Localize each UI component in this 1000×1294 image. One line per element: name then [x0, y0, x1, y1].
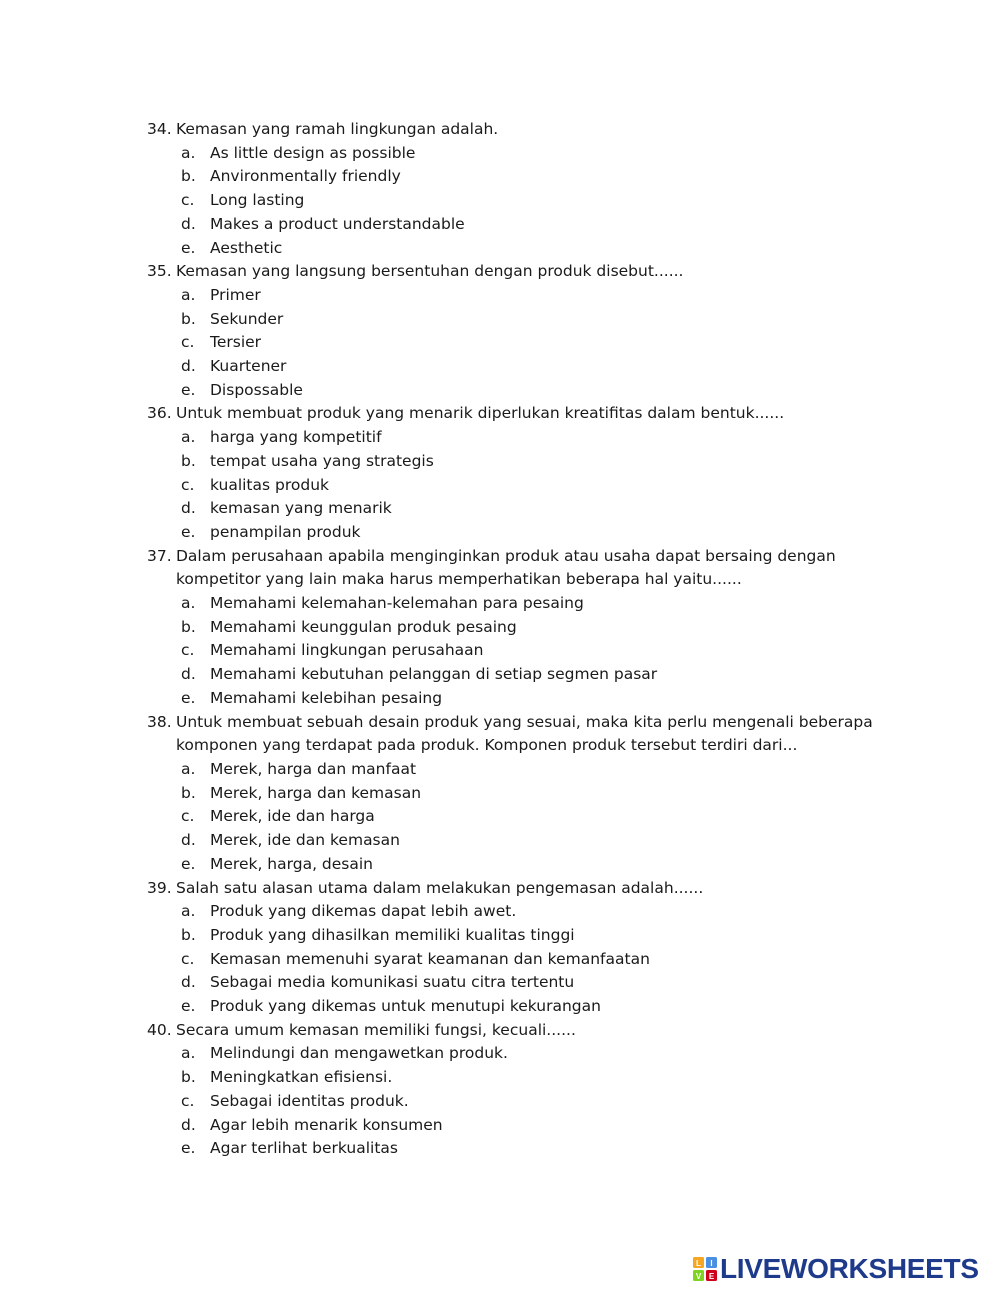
- option-letter: a.: [181, 902, 196, 921]
- option-letter: a.: [181, 143, 196, 162]
- question-line: [0, 260, 886, 284]
- liveworksheets-branding: [693, 1254, 979, 1284]
- option-text: Aesthetic: [210, 238, 283, 257]
- option-letter: c.: [181, 333, 195, 352]
- option-text: Agar lebih menarik konsumen: [210, 1115, 443, 1134]
- answer-option: [0, 687, 1000, 711]
- option-text: Anvironmentally friendly: [210, 167, 401, 186]
- answer-option: [0, 308, 1000, 332]
- option-letter: c.: [181, 1091, 195, 1110]
- answer-option: [0, 1114, 1000, 1138]
- option-text: Memahami kelemahan-kelemahan para pesaing: [210, 594, 584, 613]
- answer-option: [0, 829, 1000, 853]
- answer-option: [0, 379, 1000, 403]
- option-text: Agar terlihat berkualitas: [210, 1139, 398, 1158]
- question-34: [0, 118, 1000, 260]
- option-text: Sekunder: [210, 309, 284, 328]
- answer-option: [0, 592, 1000, 616]
- logo-letter-l: L: [696, 1258, 701, 1268]
- logo-letter-i: I: [710, 1258, 713, 1268]
- option-letter: d.: [181, 214, 196, 233]
- answer-option: [0, 474, 1000, 498]
- option-letter: e.: [181, 238, 196, 257]
- option-letter: d.: [181, 499, 196, 518]
- option-letter: c.: [181, 949, 195, 968]
- option-letter: d.: [181, 973, 196, 992]
- question-number: 35.: [147, 262, 172, 281]
- option-text: kualitas produk: [210, 475, 330, 494]
- option-text: Makes a product understandable: [210, 214, 465, 233]
- option-text: Memahami keunggulan produk pesaing: [210, 617, 517, 636]
- option-text: Merek, ide dan kemasan: [210, 831, 400, 850]
- question-text: Secara umum kemasan memiliki fungsi, kecuali......: [176, 1020, 576, 1039]
- question-text: Kemasan yang ramah lingkungan adalah.: [176, 120, 499, 138]
- answer-option: [0, 924, 1000, 948]
- answer-option: [0, 853, 1000, 877]
- option-text: Meningkatkan efisiensi.: [210, 1068, 393, 1087]
- question-number: 38.: [147, 712, 172, 731]
- option-text: Merek, harga dan kemasan: [210, 783, 422, 802]
- answer-option: [0, 948, 1000, 972]
- option-text: Merek, ide dan harga: [210, 807, 375, 826]
- question-line: [0, 402, 886, 426]
- option-letter: d.: [181, 665, 196, 684]
- option-letter: b.: [181, 167, 196, 186]
- option-letter: a.: [181, 285, 196, 304]
- option-letter: e.: [181, 997, 196, 1016]
- question-text: Salah satu alasan utama dalam melakukan pengemasan adalah......: [176, 878, 704, 897]
- answer-option: [0, 758, 1000, 782]
- option-text: Merek, harga dan manfaat: [210, 759, 417, 778]
- option-letter: d.: [181, 1115, 196, 1134]
- logo-letter-e: E: [708, 1271, 715, 1281]
- question-40: [0, 1019, 1000, 1161]
- answer-option: [0, 639, 1000, 663]
- question-35: [0, 260, 1000, 402]
- option-text: Long lasting: [210, 191, 305, 210]
- answer-option: [0, 900, 1000, 924]
- answer-option: [0, 1090, 1000, 1114]
- answer-option: [0, 213, 1000, 237]
- option-letter: a.: [181, 1044, 196, 1063]
- option-text: tempat usaha yang strategis: [210, 451, 434, 470]
- answer-option: [0, 616, 1000, 640]
- question-text: Untuk membuat sebuah desain produk yang sesuai, maka kita perlu mengenali beberapa komponen yang terdapat pada produk. Komponen produk tersebut terdiri dari...: [176, 712, 873, 755]
- option-letter: a.: [181, 759, 196, 778]
- option-text: Kemasan memenuhi syarat keamanan dan kemanfaatan: [210, 949, 650, 968]
- option-text: Memahami lingkungan perusahaan: [210, 641, 484, 660]
- question-text: Dalam perusahaan apabila menginginkan produk atau usaha dapat bersaing dengan kompetitor yang lain maka harus memperhatikan beberapa hal yaitu......: [176, 546, 836, 589]
- option-letter: b.: [181, 783, 196, 802]
- option-letter: e.: [181, 688, 196, 707]
- option-letter: b.: [181, 925, 196, 944]
- option-letter: d.: [181, 831, 196, 850]
- option-text: Primer: [210, 285, 261, 304]
- option-text: Sebagai identitas produk.: [210, 1091, 409, 1110]
- option-letter: c.: [181, 641, 195, 660]
- question-36: [0, 402, 1000, 544]
- option-letter: c.: [181, 475, 195, 494]
- liveworksheets-logo-icon: [693, 1257, 717, 1281]
- answer-option: [0, 189, 1000, 213]
- answer-option: [0, 331, 1000, 355]
- option-text: harga yang kompetitif: [210, 428, 382, 447]
- option-text: Sebagai media komunikasi suatu citra tertentu: [210, 973, 575, 992]
- option-text: Melindungi dan mengawetkan produk.: [210, 1044, 508, 1063]
- option-letter: d.: [181, 357, 196, 376]
- option-letter: a.: [181, 428, 196, 447]
- question-text: Untuk membuat produk yang menarik diperlukan kreatifitas dalam bentuk......: [176, 404, 785, 423]
- option-letter: b.: [181, 1068, 196, 1087]
- option-text: As little design as possible: [210, 143, 416, 162]
- question-line: [0, 1019, 886, 1043]
- answer-option: [0, 663, 1000, 687]
- answer-option: [0, 142, 1000, 166]
- question-37: [0, 545, 1000, 711]
- option-letter: b.: [181, 309, 196, 328]
- answer-option: [0, 971, 1000, 995]
- brand-name: LIVEWORKSHEETS: [720, 1253, 979, 1284]
- worksheet-questions: [0, 118, 1000, 1161]
- answer-option: [0, 355, 1000, 379]
- option-text: Memahami kelebihan pesaing: [210, 688, 443, 707]
- question-number: 37.: [147, 546, 172, 565]
- question-text: Kemasan yang langsung bersentuhan dengan produk disebut......: [176, 262, 684, 281]
- option-text: Dispossable: [210, 380, 303, 399]
- question-line: [0, 877, 886, 901]
- answer-option: [0, 497, 1000, 521]
- option-letter: b.: [181, 617, 196, 636]
- answer-option: [0, 1066, 1000, 1090]
- option-letter: e.: [181, 522, 196, 541]
- question-39: [0, 877, 1000, 1019]
- option-text: penampilan produk: [210, 522, 361, 541]
- option-letter: a.: [181, 594, 196, 613]
- option-letter: b.: [181, 451, 196, 470]
- question-number: 39.: [147, 878, 172, 897]
- option-letter: e.: [181, 854, 196, 873]
- answer-option: [0, 426, 1000, 450]
- answer-option: [0, 805, 1000, 829]
- option-text: Tersier: [210, 333, 262, 352]
- answer-option: [0, 1042, 1000, 1066]
- option-text: Merek, harga, desain: [210, 854, 373, 873]
- option-letter: e.: [181, 380, 196, 399]
- answer-option: [0, 521, 1000, 545]
- option-text: Kuartener: [210, 357, 287, 376]
- question-number: 36.: [147, 404, 172, 423]
- option-letter: c.: [181, 807, 195, 826]
- question-number: 40.: [147, 1020, 172, 1039]
- option-text: Memahami kebutuhan pelanggan di setiap segmen pasar: [210, 665, 658, 684]
- answer-option: [0, 782, 1000, 806]
- option-letter: e.: [181, 1139, 196, 1158]
- option-text: kemasan yang menarik: [210, 499, 392, 518]
- question-number: 34.: [147, 120, 172, 138]
- option-letter: c.: [181, 191, 195, 210]
- option-text: Produk yang dikemas dapat lebih awet.: [210, 902, 517, 921]
- question-line: [0, 711, 886, 758]
- answer-option: [0, 1137, 1000, 1161]
- question-line: [0, 118, 886, 142]
- answer-option: [0, 450, 1000, 474]
- option-text: Produk yang dikemas untuk menutupi kekurangan: [210, 997, 601, 1016]
- answer-option: [0, 237, 1000, 261]
- question-38: [0, 711, 1000, 877]
- option-text: Produk yang dihasilkan memiliki kualitas tinggi: [210, 925, 575, 944]
- answer-option: [0, 995, 1000, 1019]
- logo-letter-v: V: [695, 1271, 702, 1281]
- answer-option: [0, 165, 1000, 189]
- answer-option: [0, 284, 1000, 308]
- question-line: [0, 545, 886, 592]
